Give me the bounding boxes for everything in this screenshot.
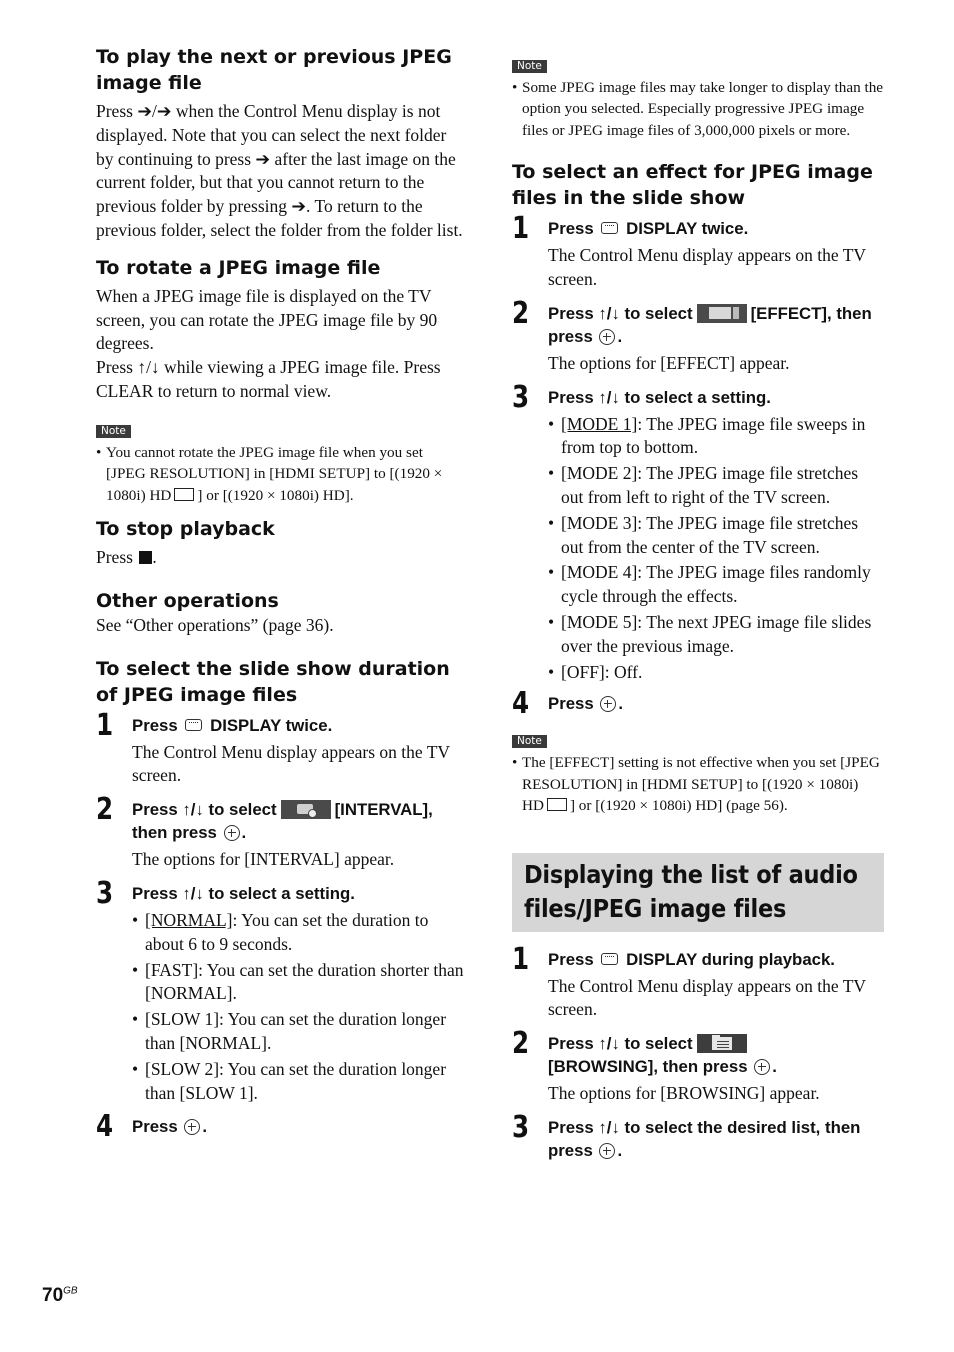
hd-frame-icon: [547, 798, 567, 811]
option-mode-4: • [MODE 4]: The JPEG image files randomly cycle through the effects.: [548, 561, 884, 609]
stop-icon: [139, 551, 152, 564]
effect-menu-icon: [697, 304, 747, 323]
option-normal: • [NORMAL]: You can set the duration to about 6 to 9 seconds.: [132, 909, 466, 957]
slideshow-note: [512, 56, 884, 141]
rotate-body-1: When a JPEG image file is displayed on the TV screen, you can rotate the JPEG image file by 90 degrees.: [96, 285, 438, 354]
option-mode-3: • [MODE 3]: The JPEG image file stretches out from the center of the TV screen.: [548, 512, 884, 560]
enter-icon: [599, 1143, 615, 1159]
browsing-step-2: 2 Press ↑/↓ to select [BROWSING], then press . The options for [BROWSING] appear.: [512, 1026, 820, 1104]
effect-step-2: 2 Press ↑/↓ to select [EFFECT], then press . The options for [EFFECT] appear.: [512, 295, 872, 373]
step-number: 3: [96, 875, 114, 911]
page-number: $70^{GB}$: [42, 1285, 78, 1306]
step-number: 2: [512, 295, 530, 331]
display-button-icon: [601, 953, 618, 965]
option-fast: • [FAST]: You can set the duration shorter than [NORMAL].: [132, 959, 466, 1007]
section-title-rotate: To rotate a JPEG image file: [96, 256, 381, 279]
option-off: • [OFF]: Off.: [548, 661, 884, 685]
section-banner: [512, 853, 884, 932]
duration-step-2: 2 Press ↑/↓ to select [INTERVAL], then press . The options for [INTERVAL] appear.: [96, 792, 433, 870]
enter-icon: [224, 825, 240, 841]
interval-menu-icon: [281, 800, 331, 819]
left-column: [96, 44, 466, 1145]
section-title-other: Other operations: [96, 589, 279, 612]
step-number: 3: [512, 379, 530, 415]
section-title-next-previous: To play the next or previous JPEG image file: [96, 46, 452, 94]
section-title-effect: To select an effect for JPEG image files in the slide show: [512, 161, 873, 210]
enter-icon: [599, 329, 615, 345]
section-title-duration: To select the slide show duration of JPEG image files: [96, 657, 450, 706]
note-badge: Note: [512, 60, 547, 73]
hd-frame-icon: [174, 488, 194, 501]
step-number: 1: [96, 707, 114, 743]
step-number: 1: [512, 211, 530, 247]
browsing-step-1: 1 Press DISPLAY during playback. The Control Menu display appears on the TV screen.: [512, 941, 866, 1020]
duration-step-1: 1 Press DISPLAY twice. The Control Menu display appears on the TV screen.: [96, 707, 450, 786]
duration-step-4: 4 Press .: [96, 1109, 208, 1145]
note-badge: Note: [512, 735, 547, 748]
option-mode-5: • [MODE 5]: The next JPEG image file slides over the previous image.: [548, 611, 884, 659]
option-mode-2: • [MODE 2]: The JPEG image file stretches out from left to right of the TV screen.: [548, 462, 884, 510]
step-number: 3: [512, 1109, 530, 1145]
right-column: [512, 56, 884, 1162]
browsing-step-3: 3 Press ↑/↓ to select the desired list, then press .: [512, 1109, 861, 1160]
step-number: 4: [512, 686, 530, 722]
section-title-stop: To stop playback: [96, 517, 275, 540]
step-number: 2: [512, 1026, 530, 1062]
note-item: • The [EFFECT] setting is not effective when you set [JPEG RESOLUTION] in [HDMI SETUP] to [(1920 × 1080i) HD ] or [(1920 × 1080i) HD] (page 56).: [512, 752, 884, 816]
effect-step-3: 3 Press ↑/↓ to select a setting. • [MODE 1]: The JPEG image file sweeps in from top to bottom. • [MODE 2]: The JPEG image file stretches out from left to right of the TV screen. • [MODE 3]: The JPEG image file stretches out from the center of the TV screen. • [MODE 4]: The JPEG image files randomly cycle through the effects. • [MODE 5]: The next JPEG image file slides over the previous image. • [OFF]: Off.: [512, 386, 884, 685]
effect-step-1: 1 Press DISPLAY twice. The Control Menu display appears on the TV screen.: [512, 211, 866, 290]
enter-icon: [600, 696, 616, 712]
note-badge: Note: [96, 425, 131, 438]
enter-icon: [754, 1059, 770, 1075]
rotate-note: [96, 421, 466, 506]
other-body: See “Other operations” (page 36).: [96, 614, 334, 635]
effect-step-4: 4 Press .: [512, 686, 624, 722]
stop-body: Press .: [96, 546, 157, 567]
option-slow-1: • [SLOW 1]: You can set the duration longer than [NORMAL].: [132, 1008, 466, 1056]
note-item: • You cannot rotate the JPEG image file when you set [JPEG RESOLUTION] in [HDMI SETUP] to [(1920 × 1080i) HD ] or [(1920 × 1080i) HD].: [96, 442, 466, 506]
browsing-menu-icon: [697, 1034, 747, 1053]
banner-title: Displaying the list of audio files/JPEG image files: [524, 859, 858, 923]
enter-icon: [184, 1119, 200, 1135]
note-item: • Some JPEG image files may take longer to display than the option you selected. Especially progressive JPEG image files or JPEG image files of 3,000,000 pixels or more.: [512, 77, 884, 141]
section-body-next-previous: Press ➔/➔ when the Control Menu display is not displayed. Note that you can select the next folder by continuing to press ➔ after the last image on the current folder, but that you cannot return to the previous folder by pressing ➔. To return to the previous folder, select the folder from the folder list.: [96, 101, 463, 240]
effect-note: [512, 731, 884, 816]
rotate-body-2: Press ↑/↓ while viewing a JPEG image file. Press CLEAR to return to normal view.: [96, 357, 441, 401]
step-number: 2: [96, 792, 114, 828]
step-number: 4: [96, 1109, 114, 1145]
display-button-icon: [601, 222, 618, 234]
duration-step-3: 3 Press ↑/↓ to select a setting. • [NORMAL]: You can set the duration to about 6 to 9 seconds. • [FAST]: You can set the duration shorter than [NORMAL]. • [SLOW 1]: You can set the duration longer than [NORMAL]. • [SLOW 2]: You can set the duration longer than [SLOW 1].: [96, 882, 466, 1105]
option-slow-2: • [SLOW 2]: You can set the duration longer than [SLOW 1].: [132, 1058, 466, 1106]
step-number: 1: [512, 941, 530, 977]
display-button-icon: [185, 719, 202, 731]
option-mode-1: • [MODE 1]: The JPEG image file sweeps in from top to bottom.: [548, 413, 884, 461]
